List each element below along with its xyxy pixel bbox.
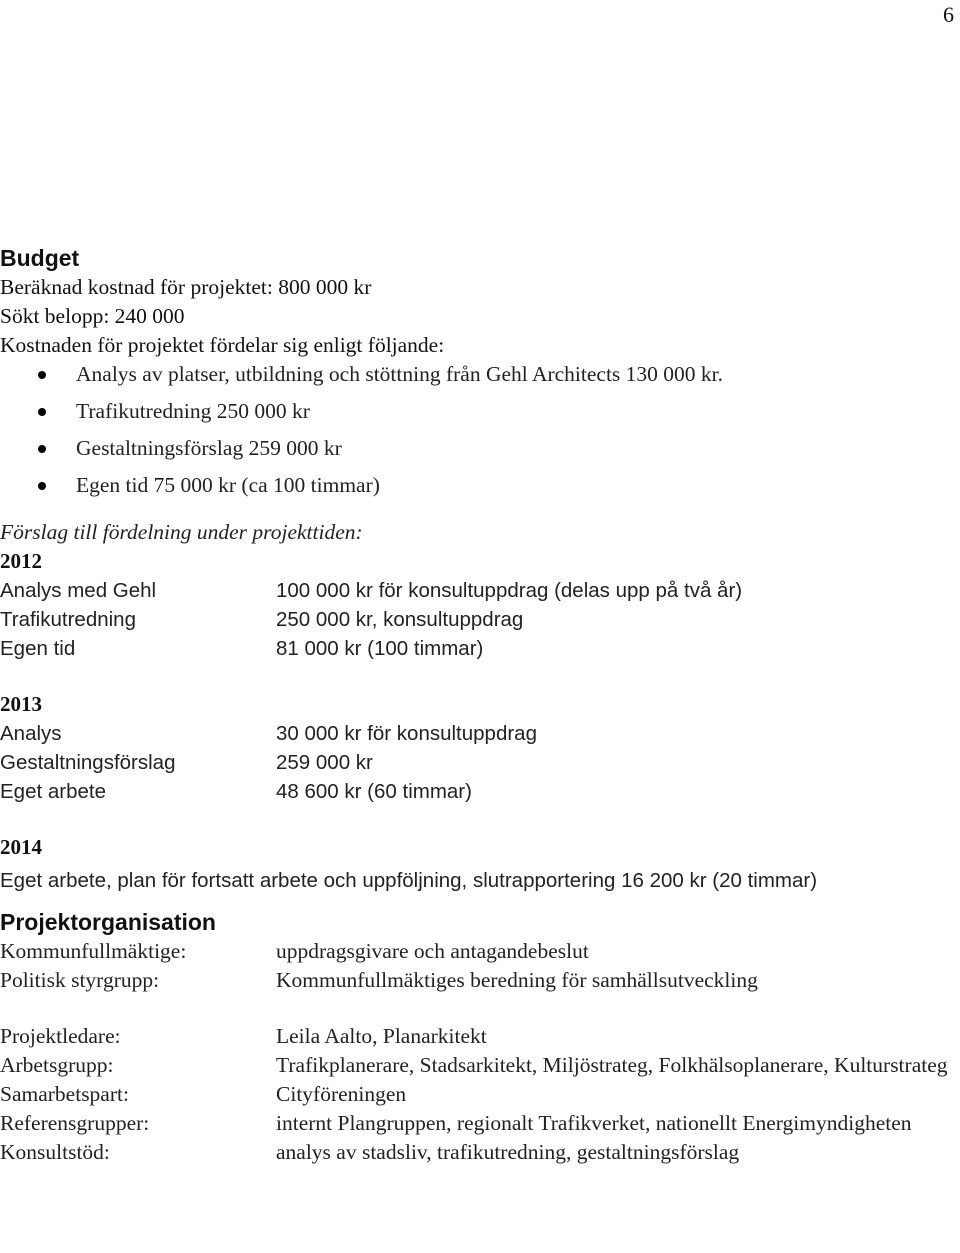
bullet-text: Trafikutredning 250 000 kr bbox=[76, 399, 310, 423]
organisation-role: Projektledare: bbox=[0, 1024, 121, 1048]
organisation-row bbox=[0, 937, 955, 966]
allocation-row bbox=[0, 777, 955, 806]
allocation-label: Analys bbox=[0, 722, 62, 745]
organisation-member: internt Plangruppen, regionalt Trafikverket, nationellt Energimyndigheten bbox=[276, 1111, 912, 1135]
bullet-icon bbox=[38, 371, 46, 379]
budget-bullet-item bbox=[0, 360, 955, 397]
year-2014-text: Eget arbete, plan för fortsatt arbete och uppföljning, slutrapportering 16 200 kr (20 timmar) bbox=[0, 869, 818, 892]
allocation-label: Eget arbete bbox=[0, 780, 106, 803]
year-2013-heading: 2013 bbox=[0, 692, 42, 716]
allocation-row bbox=[0, 576, 955, 605]
budget-requested-amount: Sökt belopp: 240 000 bbox=[0, 304, 185, 328]
organisation-role: Politisk styrgrupp: bbox=[0, 968, 160, 992]
organisation-member: Trafikplanerare, Stadsarkitekt, Miljöstrateg, Folkhälsoplanerare, Kulturstrateg bbox=[276, 1053, 948, 1077]
allocation-label: Egen tid bbox=[0, 637, 76, 660]
budget-bullet-item bbox=[0, 471, 955, 508]
page-number: 6 bbox=[943, 2, 954, 27]
budget-total-cost: Beräknad kostnad för projektet: 800 000 kr bbox=[0, 275, 372, 299]
budget-bullet-list bbox=[0, 360, 955, 508]
allocation-value: 81 000 kr (100 timmar) bbox=[276, 637, 484, 660]
allocation-row bbox=[0, 605, 955, 634]
year-2014-heading: 2014 bbox=[0, 835, 42, 859]
allocation-label: Trafikutredning bbox=[0, 608, 136, 631]
organisation-role: Konsultstöd: bbox=[0, 1140, 110, 1164]
organisation-heading: Projektorganisation bbox=[0, 909, 216, 935]
budget-breakdown-intro: Kostnaden för projektet fördelar sig enligt följande: bbox=[0, 333, 445, 357]
organisation-role: Samarbetspart: bbox=[0, 1082, 129, 1106]
organisation-member: Kommunfullmäktiges beredning för samhällsutveckling bbox=[276, 968, 758, 992]
allocation-row bbox=[0, 748, 955, 777]
allocation-label: Gestaltningsförslag bbox=[0, 751, 176, 774]
allocation-value: 100 000 kr för konsultuppdrag (delas upp på två år) bbox=[276, 579, 743, 602]
budget-bullet-item bbox=[0, 434, 955, 471]
allocation-label: Analys med Gehl bbox=[0, 579, 157, 602]
bullet-text: Egen tid 75 000 kr (ca 100 timmar) bbox=[76, 473, 380, 497]
document-body bbox=[0, 243, 955, 1167]
bullet-icon bbox=[38, 482, 46, 490]
organisation-member: Cityföreningen bbox=[276, 1082, 407, 1106]
budget-heading: Budget bbox=[0, 245, 80, 271]
organisation-row bbox=[0, 1051, 955, 1080]
bullet-icon bbox=[38, 445, 46, 453]
organisation-member: uppdragsgivare och antagandebeslut bbox=[276, 939, 589, 963]
organisation-role: Kommunfullmäktige: bbox=[0, 939, 187, 963]
year-2012-heading: 2012 bbox=[0, 549, 42, 573]
allocation-row bbox=[0, 634, 955, 663]
organisation-row bbox=[0, 1022, 955, 1051]
organisation-member: Leila Aalto, Planarkitekt bbox=[276, 1024, 487, 1048]
bullet-text: Analys av platser, utbildning och stöttning från Gehl Architects 130 000 kr. bbox=[76, 362, 724, 386]
allocation-heading: Förslag till fördelning under projekttiden: bbox=[0, 520, 363, 544]
allocation-value: 48 600 kr (60 timmar) bbox=[276, 780, 472, 803]
allocation-row bbox=[0, 719, 955, 748]
organisation-row bbox=[0, 1138, 955, 1167]
allocation-value: 259 000 kr bbox=[276, 751, 373, 774]
bullet-text: Gestaltningsförslag 259 000 kr bbox=[76, 436, 342, 460]
organisation-row bbox=[0, 966, 955, 995]
organisation-role: Arbetsgrupp: bbox=[0, 1053, 114, 1077]
organisation-row bbox=[0, 1109, 955, 1138]
organisation-role: Referensgrupper: bbox=[0, 1111, 150, 1135]
budget-bullet-item bbox=[0, 397, 955, 434]
organisation-row bbox=[0, 1080, 955, 1109]
allocation-value: 30 000 kr för konsultuppdrag bbox=[276, 722, 537, 745]
allocation-value: 250 000 kr, konsultuppdrag bbox=[276, 608, 524, 631]
bullet-icon bbox=[38, 408, 46, 416]
organisation-member: analys av stadsliv, trafikutredning, gestaltningsförslag bbox=[276, 1140, 740, 1164]
